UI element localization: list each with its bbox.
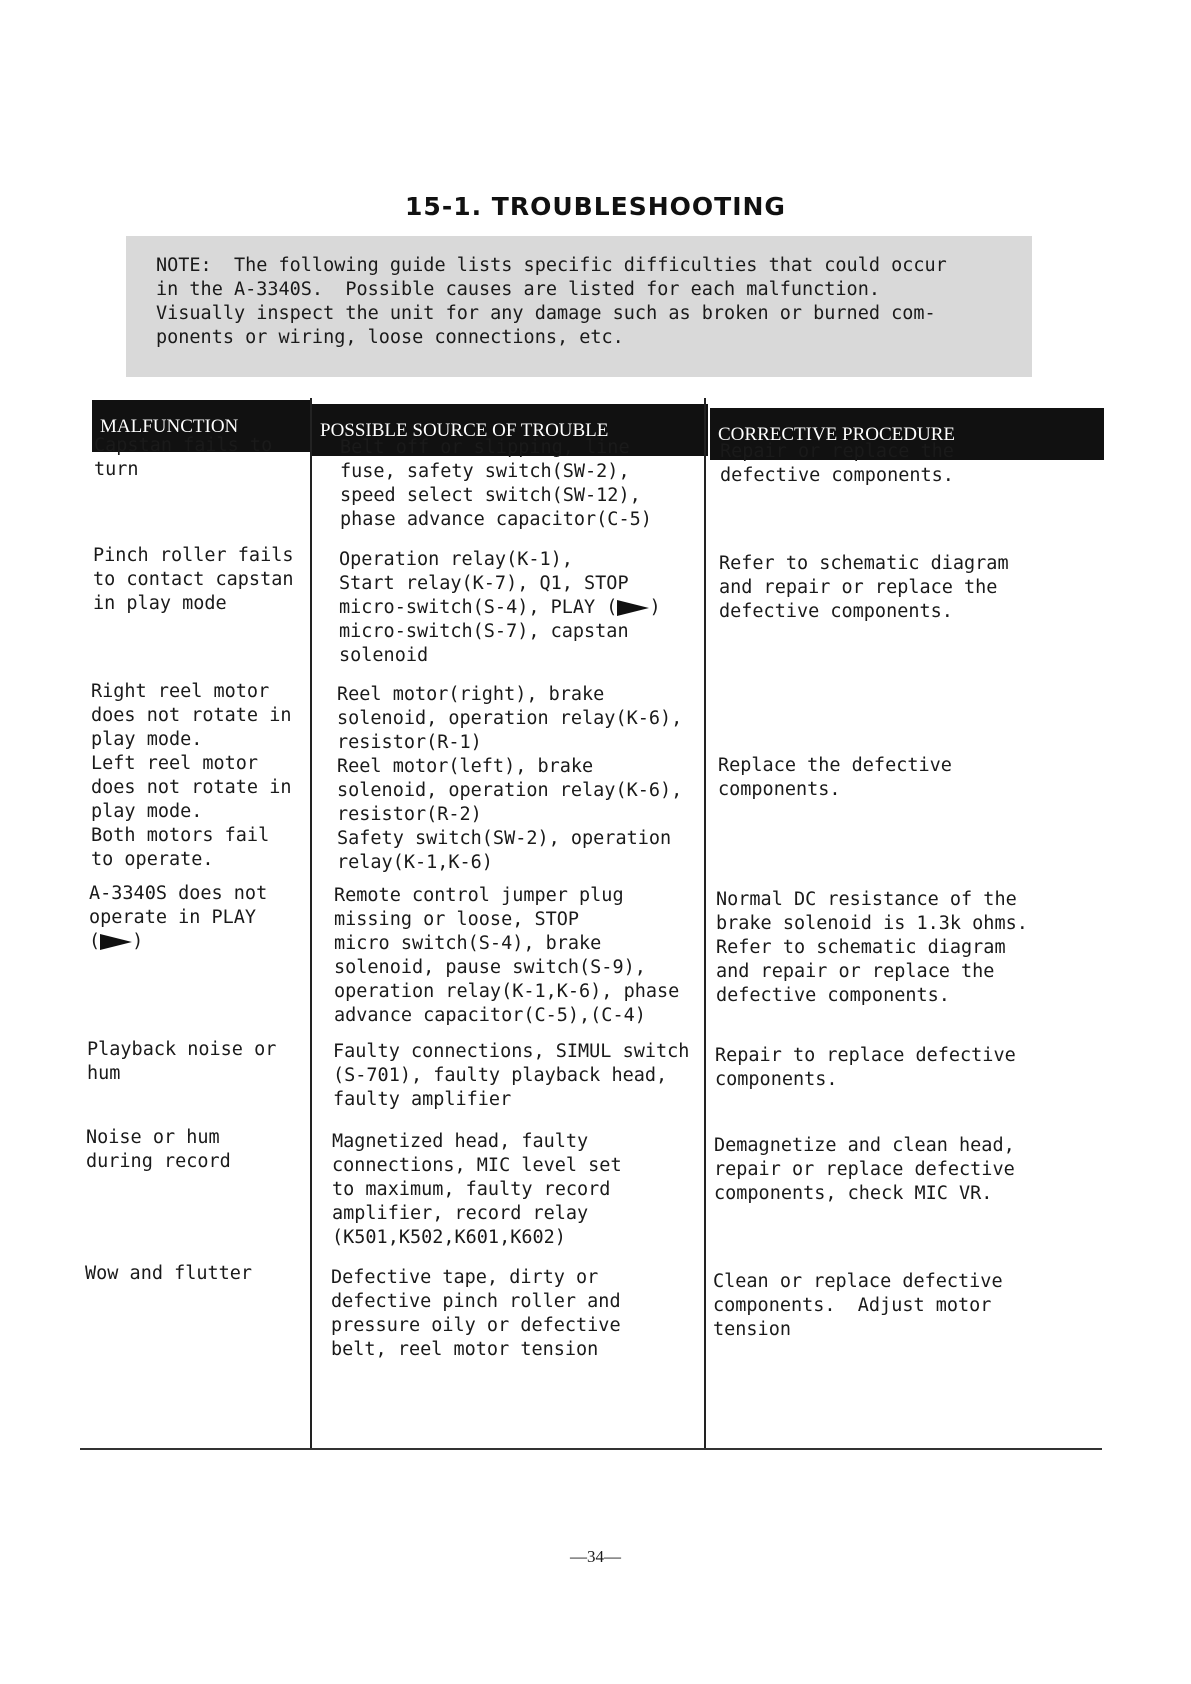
row-7-procedure: Clean or replace defective components. Adjust motor tension xyxy=(713,1271,1003,1340)
row-2-source-part-2: ) micro-switch(S-7), capstan solenoid xyxy=(339,597,661,666)
header-malfunction: MALFUNCTION xyxy=(92,400,310,452)
row-5-malfunction: Playback noise or hum xyxy=(87,1039,277,1084)
row-3-procedure: Replace the defective components. xyxy=(718,755,952,800)
row-6-procedure: Demagnetize and clean head, repair or replace defective components, check MIC VR. xyxy=(714,1135,1015,1204)
row-7-malfunction: Wow and flutter xyxy=(85,1263,253,1284)
row-4-malfunction-part-2: ) xyxy=(132,931,144,952)
table-bottom-rule xyxy=(80,1448,1102,1450)
row-3-malfunction: Right reel motor does not rotate in play mode. Left reel motor does not rotate in play mode. Both motors fail to operate. xyxy=(91,681,292,870)
row-2-malfunction: Pinch roller fails to contact capstan in play mode xyxy=(93,545,294,614)
header-source: POSSIBLE SOURCE OF TROUBLE xyxy=(312,404,708,456)
row-4-source: Remote control jumper plug missing or loose, STOP micro switch(S-4), brake solenoid, pause switch(S-9), operation relay(K-1,K-6), phase advance capacitor(C-5),(C-4) xyxy=(334,885,680,1026)
column-divider xyxy=(310,398,312,1448)
column-divider xyxy=(704,398,706,1450)
row-1-malfunction: Capstan fails to turn xyxy=(94,435,273,480)
row-4-procedure: Normal DC resistance of the brake solenoid is 1.3k ohms. Refer to schematic diagram and repair or replace the defective components. xyxy=(716,889,1028,1006)
note-line: Visually inspect the unit for any damage such as broken or burned com- xyxy=(156,303,936,324)
row-6-malfunction: Noise or hum during record xyxy=(86,1127,231,1172)
header-procedure: CORRECTIVE PROCEDURE xyxy=(710,408,1104,460)
page-number: —34— xyxy=(570,1547,621,1566)
row-2-source xyxy=(339,548,661,668)
note-line: ponents or wiring, loose connections, etc. xyxy=(156,327,624,348)
row-3-source: Reel motor(right), brake solenoid, operation relay(K-6), resistor(R-1) Reel motor(left), brake solenoid, operation relay(K-6), resistor(R-2) Safety switch(SW-2), operation relay(K-1,K-6) xyxy=(337,684,683,873)
note-line: NOTE: The following guide lists specific difficulties that could occur xyxy=(156,255,947,276)
page-title: 15-1. TROUBLESHOOTING xyxy=(405,192,786,221)
row-2-source-part-1: Operation relay(K-1), Start relay(K-7), Q1, STOP micro-switch(S-4), PLAY ( xyxy=(339,549,629,618)
row-1-source: Belt off or slipping, line fuse, safety switch(SW-2), speed select switch(SW-12), phase advance capacitor(C-5) xyxy=(340,437,652,530)
play-arrow-icon xyxy=(100,934,132,950)
row-2-procedure: Refer to schematic diagram and repair or replace the defective components. xyxy=(719,553,1009,622)
note-line: in the A-3340S. Possible causes are listed for each malfunction. xyxy=(156,279,880,300)
row-5-source: Faulty connections, SIMUL switch (S-701), faulty playback head, faulty amplifier xyxy=(333,1041,690,1110)
row-4-malfunction-part-1: A-3340S does not operate in PLAY ( xyxy=(89,883,268,952)
row-1-procedure: Repair or replace the defective components. xyxy=(720,441,954,486)
play-arrow-icon xyxy=(617,600,649,616)
row-6-source: Magnetized head, faulty connections, MIC level set to maximum, faulty record amplifier, record relay (K501,K502,K601,K602) xyxy=(332,1131,622,1248)
note-box xyxy=(126,236,1032,377)
row-7-source: Defective tape, dirty or defective pinch roller and pressure oily or defective belt, reel motor tension xyxy=(331,1267,621,1360)
row-4-malfunction xyxy=(89,882,267,954)
row-5-procedure: Repair to replace defective components. xyxy=(715,1045,1016,1090)
troubleshooting-table xyxy=(80,398,1102,1466)
